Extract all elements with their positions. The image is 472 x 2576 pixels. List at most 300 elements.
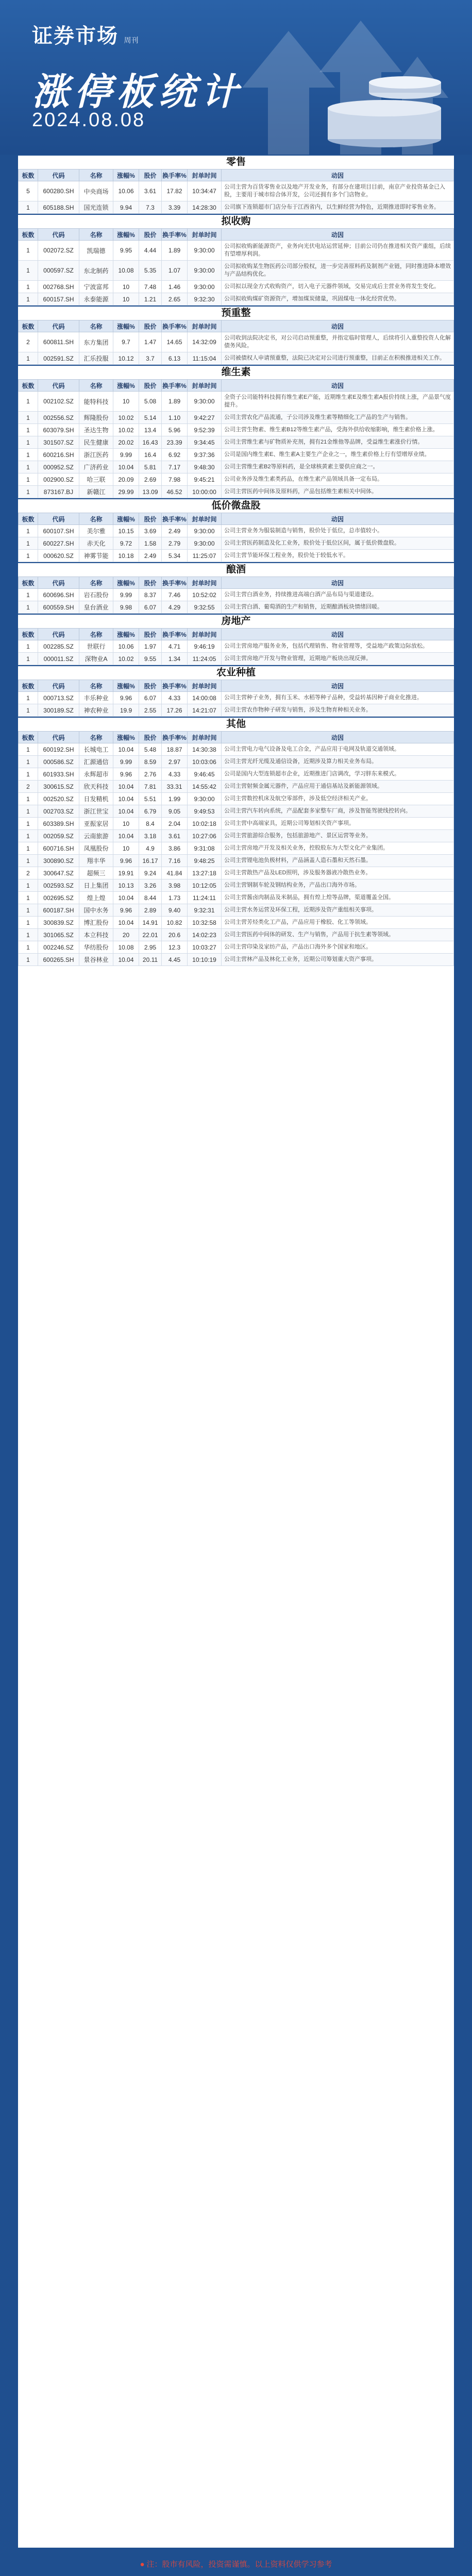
section-title: 预重整	[18, 307, 454, 320]
reason: 公司主营电力电气设备及电工合金，产品应用于电网及轨道交通领域。	[222, 743, 454, 756]
report-date: 2024.08.08	[32, 109, 146, 131]
stock-name: 丰乐种业	[79, 692, 113, 704]
reason: 公司主营房地产开发与物业管理，近期地产板块出现反弹。	[222, 653, 454, 665]
stock-name: 圣达生物	[79, 424, 113, 436]
section-7	[18, 614, 454, 665]
seal-time: 9:45:21	[188, 473, 222, 486]
column-header: 动因	[222, 320, 454, 332]
stock-code: 873167.BJ	[38, 486, 79, 498]
turnover-pct: 6.13	[162, 352, 188, 365]
stock-name: 世联行	[79, 640, 113, 653]
price: 3.26	[139, 879, 162, 892]
gain-pct: 10.02	[113, 424, 139, 436]
reason: 全资子公司能特科技拥有维生素E产能，近期维生素E及维生素A报价持续上涨，产品景气度提升。	[222, 392, 454, 412]
gain-pct: 10.08	[113, 941, 139, 954]
seal-time: 14:30:38	[188, 743, 222, 756]
board-count: 1	[19, 653, 38, 665]
board-count: 1	[19, 550, 38, 562]
column-header: 封单时间	[188, 513, 222, 525]
stock-name: 辉隆股份	[79, 412, 113, 424]
stock-code: 600265.SH	[38, 954, 79, 966]
gain-pct: 10.02	[113, 412, 139, 424]
gain-pct: 10.06	[113, 181, 139, 201]
stock-code: 002520.SZ	[38, 793, 79, 805]
column-header: 涨幅%	[113, 380, 139, 392]
price: 8.4	[139, 818, 162, 830]
seal-time: 10:02:18	[188, 818, 222, 830]
price: 13.4	[139, 424, 162, 436]
gain-pct: 20.02	[113, 436, 139, 449]
board-count: 1	[19, 692, 38, 704]
turnover-pct: 23.39	[162, 436, 188, 449]
seal-time: 9:37:36	[188, 449, 222, 461]
stock-name: 浙江世宝	[79, 805, 113, 818]
column-header: 股价	[139, 380, 162, 392]
gain-pct: 9.72	[113, 537, 139, 550]
price: 2.89	[139, 904, 162, 917]
column-header: 板数	[19, 732, 38, 743]
table-row	[19, 449, 454, 461]
seal-time: 14:32:09	[188, 332, 222, 352]
column-header: 动因	[222, 229, 454, 241]
seal-time: 9:30:00	[188, 525, 222, 537]
gain-pct: 20.09	[113, 473, 139, 486]
reason: 公司主营房地产服务业务，包括代理销售、物业管理等，受益地产政策边际放松。	[222, 640, 454, 653]
price: 4.9	[139, 842, 162, 855]
column-header: 换手率%	[162, 680, 188, 692]
stock-table	[18, 169, 454, 214]
reason: 公司主营种子业务，拥有玉米、水稻等种子品种，受益转基因种子商业化推进。	[222, 692, 454, 704]
turnover-pct: 6.92	[162, 449, 188, 461]
price: 5.51	[139, 793, 162, 805]
stock-name: 欣天科技	[79, 781, 113, 793]
column-header: 代码	[38, 229, 79, 241]
column-header: 代码	[38, 380, 79, 392]
column-header: 封单时间	[188, 732, 222, 743]
gain-pct: 9.98	[113, 601, 139, 614]
table-row	[19, 589, 454, 601]
stock-code: 002072.SZ	[38, 241, 79, 261]
reason: 公司主营白酒业务，持续推进高端白酒产品布局与渠道建设。	[222, 589, 454, 601]
reason: 公司主营业务为服装制造与销售，股价处于低位，总市值较小。	[222, 525, 454, 537]
price: 16.4	[139, 449, 162, 461]
stock-table	[18, 228, 454, 306]
column-header: 股价	[139, 680, 162, 692]
seal-time: 11:25:07	[188, 550, 222, 562]
table-row	[19, 842, 454, 855]
column-header: 动因	[222, 513, 454, 525]
seal-time: 9:52:39	[188, 424, 222, 436]
stock-table	[18, 320, 454, 365]
stock-name: 日上集团	[79, 879, 113, 892]
stock-name: 新赣江	[79, 486, 113, 498]
stock-code: 000620.SZ	[38, 550, 79, 562]
column-header: 换手率%	[162, 229, 188, 241]
gain-pct: 10.04	[113, 461, 139, 473]
price: 6.07	[139, 601, 162, 614]
reason: 公司主营维生素B2等原料药，是全球核黄素主要供应商之一。	[222, 461, 454, 473]
section-5	[18, 498, 454, 562]
turnover-pct: 1.10	[162, 412, 188, 424]
board-count: 2	[19, 332, 38, 352]
stock-name: 美尔雅	[79, 525, 113, 537]
brand-logo	[32, 20, 138, 49]
stock-name: 赤天化	[79, 537, 113, 550]
stock-code: 000952.SZ	[38, 461, 79, 473]
stock-table	[18, 577, 454, 614]
stock-name: 东方集团	[79, 332, 113, 352]
price: 5.48	[139, 743, 162, 756]
board-count: 1	[19, 601, 38, 614]
column-header: 换手率%	[162, 320, 188, 332]
price: 8.37	[139, 589, 162, 601]
price: 3.61	[139, 181, 162, 201]
reason: 公司拟收购某生物医药公司部分股权，进一步完善原料药及制剂产业链，同时推进降本增效与产品结构优化。	[222, 261, 454, 281]
column-header: 股价	[139, 577, 162, 589]
reason: 公司主营芳烃类化工产品，产品应用于橡胶、化工等领域。	[222, 917, 454, 929]
price: 9.55	[139, 653, 162, 665]
seal-time: 9:46:19	[188, 640, 222, 653]
column-header: 板数	[19, 380, 38, 392]
gain-pct: 10	[113, 842, 139, 855]
stock-code: 300615.SZ	[38, 781, 79, 793]
reason: 公司主营汽车转向系统，产品配套多家整车厂商，涉及智能驾驶线控转向。	[222, 805, 454, 818]
table-row	[19, 768, 454, 781]
stock-code: 600280.SH	[38, 181, 79, 201]
turnover-pct: 1.89	[162, 392, 188, 412]
board-count: 1	[19, 892, 38, 904]
column-header: 换手率%	[162, 629, 188, 640]
gain-pct: 10	[113, 392, 139, 412]
disclaimer	[0, 2548, 472, 2576]
board-count: 1	[19, 201, 38, 214]
board-count: 1	[19, 424, 38, 436]
stock-name: 亚振家居	[79, 818, 113, 830]
turnover-pct: 7.98	[162, 473, 188, 486]
table-row	[19, 436, 454, 449]
stock-name: 能特科技	[79, 392, 113, 412]
stock-table	[18, 680, 454, 717]
turnover-pct: 5.96	[162, 424, 188, 436]
stock-name: 民生健康	[79, 436, 113, 449]
turnover-pct: 14.65	[162, 332, 188, 352]
column-header: 封单时间	[188, 380, 222, 392]
price: 2.76	[139, 768, 162, 781]
section-1	[18, 155, 454, 214]
table-row	[19, 653, 454, 665]
price: 3.69	[139, 525, 162, 537]
gain-pct: 19.91	[113, 867, 139, 879]
stock-code: 600696.SH	[38, 589, 79, 601]
table-row	[19, 486, 454, 498]
turnover-pct: 1.99	[162, 793, 188, 805]
stock-code: 600187.SH	[38, 904, 79, 917]
section-4	[18, 365, 454, 498]
table-row	[19, 537, 454, 550]
stock-name: 宁波富邦	[79, 281, 113, 293]
stock-table	[18, 731, 454, 966]
board-count: 1	[19, 352, 38, 365]
seal-time: 9:32:30	[188, 293, 222, 306]
price: 8.59	[139, 756, 162, 768]
table-row	[19, 261, 454, 281]
section-title: 低价微盘股	[18, 499, 454, 513]
column-header: 板数	[19, 170, 38, 181]
column-header: 封单时间	[188, 629, 222, 640]
section-title: 零售	[18, 156, 454, 169]
gain-pct: 9.99	[113, 449, 139, 461]
reason: 公司主营光纤光缆及通信设备，近期涉及算力相关业务布局。	[222, 756, 454, 768]
reason: 公司主营医药中间体的研发、生产与销售，产品用于抗生素等领域。	[222, 929, 454, 941]
seal-time: 14:55:42	[188, 781, 222, 793]
section-title: 维生素	[18, 366, 454, 379]
stock-name: 岩石股份	[79, 589, 113, 601]
turnover-pct: 17.82	[162, 181, 188, 201]
board-count: 1	[19, 473, 38, 486]
gain-pct: 9.96	[113, 904, 139, 917]
reason: 公司收到法院决定书，对公司启动预重整，并指定临时管理人，后续将引入重整投资人化解债务风险。	[222, 332, 454, 352]
board-count: 1	[19, 941, 38, 954]
column-header: 股价	[139, 629, 162, 640]
column-header: 动因	[222, 732, 454, 743]
stock-code: 002703.SZ	[38, 805, 79, 818]
stock-code: 603389.SH	[38, 818, 79, 830]
seal-time: 14:02:23	[188, 929, 222, 941]
table-row	[19, 855, 454, 867]
price: 1.97	[139, 640, 162, 653]
table-row	[19, 392, 454, 412]
seal-time: 9:30:00	[188, 793, 222, 805]
price: 6.79	[139, 805, 162, 818]
stock-code: 600716.SH	[38, 842, 79, 855]
gain-pct: 9.95	[113, 241, 139, 261]
reason: 公司是国内大型连锁超市企业，近期推进门店调改，学习胖东来模式。	[222, 768, 454, 781]
seal-time: 9:48:25	[188, 855, 222, 867]
price: 5.08	[139, 392, 162, 412]
stock-name: 煌上煌	[79, 892, 113, 904]
gain-pct: 9.94	[113, 201, 139, 214]
stock-code: 301065.SZ	[38, 929, 79, 941]
stock-name: 广济药业	[79, 461, 113, 473]
board-count: 1	[19, 768, 38, 781]
table-row	[19, 867, 454, 879]
section-9	[18, 717, 454, 966]
board-count: 1	[19, 589, 38, 601]
price: 1.58	[139, 537, 162, 550]
reason: 公司主营医药中间体及原料药，产品包括维生素相关中间体。	[222, 486, 454, 498]
gain-pct: 9.96	[113, 692, 139, 704]
board-count: 1	[19, 436, 38, 449]
gain-pct: 10.12	[113, 352, 139, 365]
column-header: 代码	[38, 577, 79, 589]
board-count: 1	[19, 461, 38, 473]
stock-code: 002591.SZ	[38, 352, 79, 365]
column-header: 名称	[79, 380, 113, 392]
table-row	[19, 601, 454, 614]
stock-code: 002285.SZ	[38, 640, 79, 653]
gain-pct: 10.06	[113, 640, 139, 653]
column-header: 名称	[79, 229, 113, 241]
stock-code: 600192.SH	[38, 743, 79, 756]
seal-time: 11:24:05	[188, 653, 222, 665]
stock-code: 002768.SH	[38, 281, 79, 293]
reason: 公司是国内维生素E、维生素A主要生产企业之一，维生素价格上行有望增厚业绩。	[222, 449, 454, 461]
table-row	[19, 352, 454, 365]
price: 7.3	[139, 201, 162, 214]
stock-code: 002246.SZ	[38, 941, 79, 954]
gain-pct: 10.04	[113, 781, 139, 793]
price: 2.95	[139, 941, 162, 954]
stock-name: 翔丰华	[79, 855, 113, 867]
stock-name: 景谷林业	[79, 954, 113, 966]
gain-pct: 10.04	[113, 954, 139, 966]
gain-pct: 10.08	[113, 261, 139, 281]
board-count: 1	[19, 412, 38, 424]
column-header: 名称	[79, 577, 113, 589]
reason: 公司主营农作物种子研发与销售，涉及生物育种相关业务。	[222, 704, 454, 717]
board-count: 1	[19, 281, 38, 293]
seal-time: 9:31:08	[188, 842, 222, 855]
reason: 公司主营维生素与矿物质补充剂，拥有21金维他等品牌，受益维生素涨价行情。	[222, 436, 454, 449]
gain-pct: 29.99	[113, 486, 139, 498]
stock-table	[18, 628, 454, 665]
column-header: 板数	[19, 320, 38, 332]
stock-code: 600811.SH	[38, 332, 79, 352]
price: 3.7	[139, 352, 162, 365]
reason: 公司主营白酒、葡萄酒的生产和销售，近期酿酒板块情绪回暖。	[222, 601, 454, 614]
stock-code: 601933.SH	[38, 768, 79, 781]
table-row	[19, 201, 454, 214]
reason: 公司主营数控机床及航空零部件，涉及低空经济相关产业。	[222, 793, 454, 805]
gain-pct: 10.04	[113, 892, 139, 904]
board-count: 1	[19, 756, 38, 768]
turnover-pct: 4.45	[162, 954, 188, 966]
board-count: 2	[19, 867, 38, 879]
table-row	[19, 756, 454, 768]
board-count: 2	[19, 781, 38, 793]
reason: 公司主营印染及家纺产品，产品出口海外多个国家和地区。	[222, 941, 454, 954]
price: 7.81	[139, 781, 162, 793]
board-count: 1	[19, 805, 38, 818]
column-header: 涨幅%	[113, 577, 139, 589]
table-row	[19, 793, 454, 805]
seal-time: 9:49:53	[188, 805, 222, 818]
price: 5.14	[139, 412, 162, 424]
section-8	[18, 665, 454, 717]
column-header: 名称	[79, 732, 113, 743]
stock-code: 300189.SZ	[38, 704, 79, 717]
board-count: 1	[19, 818, 38, 830]
coins-icon	[317, 62, 451, 149]
column-header: 股价	[139, 170, 162, 181]
section-title: 农业种植	[18, 666, 454, 680]
turnover-pct: 7.16	[162, 855, 188, 867]
board-count: 1	[19, 261, 38, 281]
reason: 公司主营酱卤肉制品及米制品，拥有煌上煌等品牌，渠道覆盖全国。	[222, 892, 454, 904]
gain-pct: 10.15	[113, 525, 139, 537]
stock-code: 002900.SZ	[38, 473, 79, 486]
price: 20.11	[139, 954, 162, 966]
seal-time: 10:03:06	[188, 756, 222, 768]
column-header: 涨幅%	[113, 229, 139, 241]
turnover-pct: 2.79	[162, 537, 188, 550]
gain-pct: 19.9	[113, 704, 139, 717]
reason: 公司主营房地产开发及相关业务，控股股东为大型文化产业集团。	[222, 842, 454, 855]
stock-name: 汇乐投服	[79, 352, 113, 365]
column-header: 动因	[222, 170, 454, 181]
section-title: 拟收购	[18, 215, 454, 228]
stock-code: 301507.SZ	[38, 436, 79, 449]
column-header: 换手率%	[162, 577, 188, 589]
table-row	[19, 904, 454, 917]
column-header: 股价	[139, 229, 162, 241]
turnover-pct: 4.29	[162, 601, 188, 614]
price: 8.44	[139, 892, 162, 904]
turnover-pct: 10.82	[162, 917, 188, 929]
price: 9.24	[139, 867, 162, 879]
turnover-pct: 12.3	[162, 941, 188, 954]
board-count: 5	[19, 181, 38, 201]
gain-pct: 10	[113, 281, 139, 293]
section-title: 其他	[18, 718, 454, 731]
stock-name: 永辉超市	[79, 768, 113, 781]
price: 5.35	[139, 261, 162, 281]
column-header: 封单时间	[188, 170, 222, 181]
gain-pct: 10.18	[113, 550, 139, 562]
table-row	[19, 805, 454, 818]
stock-name: 日发精机	[79, 793, 113, 805]
stock-name: 超频三	[79, 867, 113, 879]
turnover-pct: 17.26	[162, 704, 188, 717]
board-count: 1	[19, 793, 38, 805]
seal-time: 10:52:02	[188, 589, 222, 601]
turnover-pct: 7.17	[162, 461, 188, 473]
turnover-pct: 4.71	[162, 640, 188, 653]
table-row	[19, 181, 454, 201]
stock-name: 凤凰股份	[79, 842, 113, 855]
price: 3.18	[139, 830, 162, 842]
board-count: 1	[19, 954, 38, 966]
stock-code: 000586.SZ	[38, 756, 79, 768]
reason: 公司主营医药制造及化工业务，股价处于低位区间，属于低价微盘股。	[222, 537, 454, 550]
stock-code: 002059.SZ	[38, 830, 79, 842]
column-header: 名称	[79, 629, 113, 640]
seal-time: 10:34:47	[188, 181, 222, 201]
column-header: 涨幅%	[113, 170, 139, 181]
gain-pct: 10	[113, 818, 139, 830]
section-6	[18, 562, 454, 614]
board-count: 1	[19, 842, 38, 855]
brand-sub: 周刊	[124, 36, 139, 44]
stock-name: 深物业A	[79, 653, 113, 665]
board-count: 1	[19, 917, 38, 929]
price: 22.01	[139, 929, 162, 941]
reason: 公司主营旅游综合服务，包括旅游地产、景区运营等业务。	[222, 830, 454, 842]
column-header: 板数	[19, 680, 38, 692]
stock-name: 长城电工	[79, 743, 113, 756]
seal-time: 10:32:58	[188, 917, 222, 929]
section-2	[18, 214, 454, 306]
column-header: 名称	[79, 170, 113, 181]
gain-pct: 10.04	[113, 917, 139, 929]
column-header: 封单时间	[188, 229, 222, 241]
column-header: 板数	[19, 229, 38, 241]
stock-code: 300890.SZ	[38, 855, 79, 867]
gain-pct: 9.99	[113, 756, 139, 768]
column-header: 代码	[38, 629, 79, 640]
table-row	[19, 525, 454, 537]
price: 6.07	[139, 692, 162, 704]
